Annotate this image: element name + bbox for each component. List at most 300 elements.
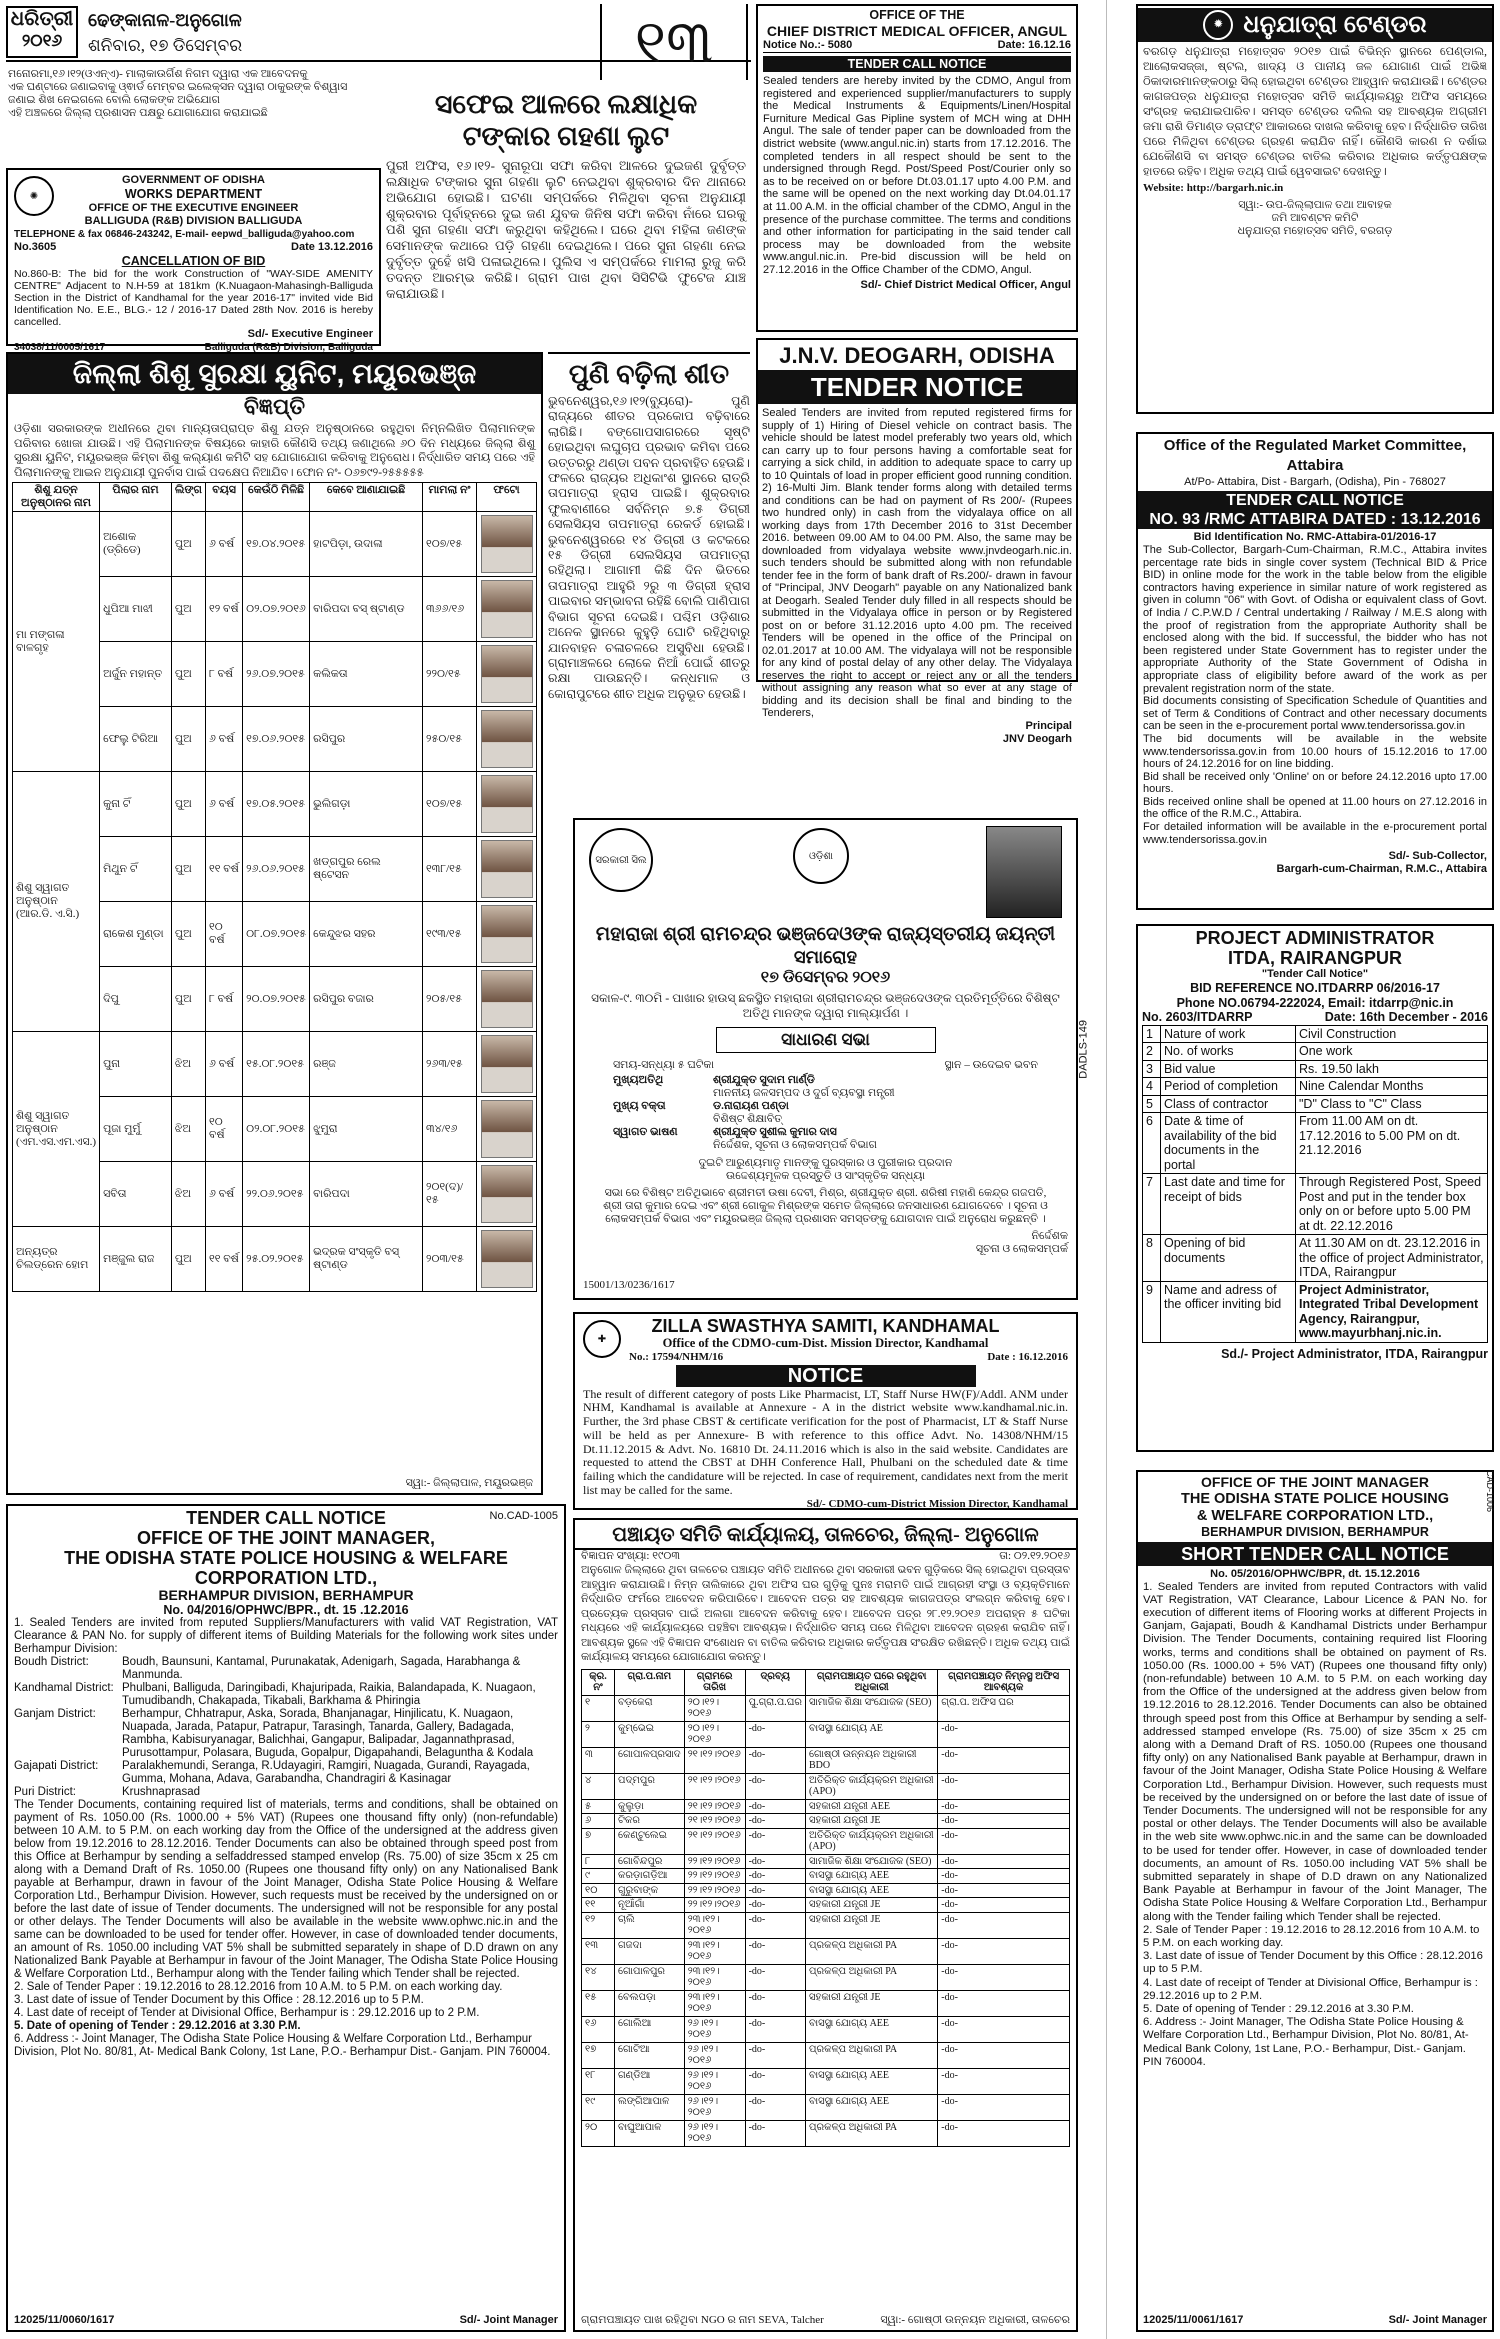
ophwc2-bar: SHORT TENDER CALL NOTICE: [1138, 1542, 1492, 1566]
panchayat-no: ବିଜ୍ଞାପନ ସଂଖ୍ୟା: ୧୯୦୩: [581, 1550, 681, 1562]
child-case-no: ୨୦୫/୧୫: [422, 967, 476, 1032]
field-label: No. of works: [1161, 1043, 1296, 1061]
child-name: ଫେଲୁ ଟିରିଆ: [100, 707, 172, 772]
panchayat-body: ଅନୁଗୋଳ ଜିଲ୍ଲାରେ ଥିବା ତାଳଚେର ପଞ୍ଚାୟତ ସମିତି ଅଧୀନରେ ଥିବା ସରକାରୀ ଭବନ ଗୁଡ଼ିକରେ ସିଲ୍ ହୋଇଥିବା ପ୍ରସ୍ତାବ ଆହ୍ୱାନ କରାଯାଉଛି। ନିମ୍ନ ତାଲିକାରେ ଥିବା ଅଫିସ ଘର ଗୁଡ଼ିକୁ ପୁନଃ ମରାମତି ପାଇଁ ଆଗ୍ରହୀ ସଂସ୍ଥା ଓ ବ୍ୟକ୍ତିମାନେ ନିର୍ଦ୍ଧାରିତ ଫର୍ମରେ ଆବେଦନ କରିପାରିବେ। ଆବେଦନ ପତ୍ର ସହ ଆବଶ୍ୟକ କାଗଜପତ୍ର ସଂଲଗ୍ନ କରିବାକୁ ହେବ। ପ୍ରତ୍ୟେକ ପ୍ରସ୍ତାବ ପାଇଁ ଅଲଗା ଆବେଦନ କରିବାକୁ ହେବ। ଆବେଦନ ପତ୍ର ୨୮.୧୨.୨୦୧୬ ଅପରାହ୍ନ ୫ ଘଟିକା ମଧ୍ୟରେ ଏହି କାର୍ଯ୍ୟାଳୟରେ ପହଞ୍ଚିବା ଆବଶ୍ୟକ। ନିର୍ଦ୍ଧାରିତ ସମୟ ପରେ ମିଳିଥିବା ଆବେଦନ ଗ୍ରହଣ କରାଯିବ ନାହିଁ। ଆବଶ୍ୟକ ସ୍ଥଳେ ଏହି ବିଜ୍ଞାପନ ସଂଶୋଧନ ବା ବାତିଲ କରିବାର ଅଧିକାର କର୍ତ୍ତୃପକ୍ଷ ସଂରକ୍ଷିତ ରଖିଛନ୍ତି। ଅଧିକ ତଥ୍ୟ ପାଇଁ କାର୍ଯ୍ୟାଳୟ ସମୟରେ ଯୋଗାଯୋଗ କରନ୍ତୁ।: [581, 1564, 1070, 1663]
edition-date: ଶନିବାର, ୧୭ ଡିସେମ୍ବର: [88, 36, 243, 55]
row-number: 7: [1143, 1174, 1161, 1235]
table-cell: ୩: [582, 1747, 615, 1773]
table-cell: -do-: [938, 1814, 1070, 1829]
table-cell: -do-: [745, 1799, 805, 1814]
ophwc1-p4: 4. Last date of receipt of Tender at Divisional Office, Berhampur is : 29.12.2016 up to 2 P.M.: [14, 2007, 480, 2019]
table-cell: ୧୯: [582, 2094, 615, 2120]
table-row: [582, 1828, 1070, 1854]
table-header-cell: ପିଲାର ନାମ: [100, 483, 172, 512]
field-label: Period of completion: [1161, 1078, 1296, 1096]
ophwc1-ref: 12025/11/0060/1617: [14, 2314, 115, 2326]
child-age: ୧୧ ବର୍ଷ: [206, 1227, 243, 1292]
table-cell: ୨୦।୧୨।୨୦୧୬: [684, 1695, 745, 1721]
child-photo-cell: [477, 1032, 537, 1097]
logo-text: ଧରିତ୍ରୀ: [10, 8, 74, 30]
table-cell: ସହକାରୀ ଯନ୍ତ୍ରୀ JE: [806, 1898, 938, 1913]
ophwc2-p2: 2. Sale of Tender Paper : 19.12.2016 to 28.12.2016 from 10 A.M. to 5 P.M. on each working day.: [1143, 1923, 1480, 1949]
ophwc1-h3: CORPORATION LTD.,: [194, 1568, 378, 1588]
short-news-line: ଜଣାଇ ଶିଖ ନେଇଗଲେ ବୋଲି ଲୋକଙ୍କ ଅଭିଯୋଗ: [8, 94, 220, 106]
cdmo-angul-notice: [756, 4, 1078, 332]
itda-title: PROJECT ADMINISTRATOR: [1195, 928, 1435, 948]
child-case-no: ୧୦୭/୧୫: [422, 772, 476, 837]
child-protection-notice: [6, 352, 543, 1495]
table-cell: ୨୨।୧୨।୨୦୧୬: [684, 1898, 745, 1913]
row-number: 1: [1143, 1025, 1161, 1043]
table-cell: -do-: [745, 1869, 805, 1884]
child-age: ୬ ବର୍ଷ: [206, 707, 243, 772]
table-row: [1143, 1095, 1488, 1113]
table-cell: ବାସସ୍ଥା ଯୋଗ୍ୟ AEE: [806, 2016, 938, 2042]
table-cell: ୮: [582, 1854, 615, 1869]
table-cell: ୧୩: [582, 1938, 615, 1964]
table-cell: ବଡ଼କେରା: [615, 1695, 685, 1721]
table-header-cell: କ୍ର. ନଂ: [582, 1669, 615, 1695]
table-header-cell: କେଉଁଠି ମିଳିଛି: [243, 483, 310, 512]
jnv-title: J.N.V. DEOGARH, ODISHA: [779, 343, 1055, 368]
dipr-seal-icon: [589, 828, 653, 892]
child-case-no: ୩୪/୧୬: [422, 1097, 476, 1162]
child-place: ଖଡ୍ଗପୁର ରେଲ ଷ୍ଟେସନ: [310, 837, 423, 902]
ophwc1-p2: 2. Sale of Tender Paper : 19.12.2016 to 28.12.2016 from 10 A.M. to 5 P.M. on each working day.: [14, 1981, 503, 1993]
table-cell: -do-: [745, 1938, 805, 1964]
table-row: [582, 2042, 1070, 2068]
child-name: ମିଥୁନ ଟିଁ: [100, 837, 172, 902]
district-row: [14, 1708, 558, 1760]
guest-name: ଶ୍ରୀଯୁକ୍ତ ସୁଶୀଲ କୁମାର ଦାସ: [713, 1126, 837, 1138]
table-row: [582, 2068, 1070, 2094]
child-photo-cell: [477, 772, 537, 837]
child-gender: ପୁଅ: [171, 707, 205, 772]
district-row: [14, 1682, 558, 1708]
rmc-attabira-notice: [1136, 432, 1494, 910]
child-photo-cell: [477, 1227, 537, 1292]
table-cell: ୧୭: [582, 2042, 615, 2068]
child-name: ସବିତା: [100, 1162, 172, 1227]
ophwc-tender-notice-1: [6, 1504, 566, 2332]
panchayat-no-date: [581, 1550, 1070, 1563]
child-date: ୨୬.୦୬.୨୦୧୫: [243, 837, 310, 902]
table-cell: ୨୬।୧୨।୨୦୧୬: [684, 2068, 745, 2094]
panchayat-footer: ଗ୍ରାମପଞ୍ଚାୟତ ପାଖ ରହିଥିବା NGO ର ନାମ SEVA, Talcher: [581, 2314, 824, 2326]
table-row: [582, 2094, 1070, 2120]
jnv-sign: [762, 720, 1072, 746]
guest-desc: ବିଶିଷ୍ଟ ଶିକ୍ଷାବିତ୍: [713, 1113, 783, 1125]
child-name: ପୁନା: [100, 1032, 172, 1097]
ophwc1-foot: [14, 2314, 558, 2327]
dhanu-sign-2: ଜମି ଆବଣ୍ଟନ କମିଟି: [1271, 212, 1359, 224]
rmc-body-3: The bid documents will be available in the website www.tendersorissa.gov.in from 10.00 hours of 15.12.2016 to 17.00 hours of 24.12.2016 for on line bidding.: [1143, 732, 1487, 771]
maharaja-ref: 15001/13/0236/1617: [583, 1279, 675, 1291]
table-cell: ୨୦: [582, 2120, 615, 2146]
table-cell: ସହକାରୀ ଯନ୍ତ୍ରୀ JE: [806, 1814, 938, 1829]
table-cell: ୨୨।୧୨।୨୦୧୬: [684, 1854, 745, 1869]
table-cell: ଗୋପାଳପ୍ରସାଦ: [615, 1747, 685, 1773]
table-cell: ୬: [582, 1814, 615, 1829]
itda-no-date: [1142, 1010, 1488, 1025]
short-news-line: ମନୋରମା,୧୬।୧୨(ଓଏନ୍ଏ)- ମାଲାକାଉର୍ଗିଶ ନିଗମ ଦ୍ୱାରା ଏକ ଆବେଦନକୁ: [8, 68, 308, 80]
table-cell: -do-: [745, 1828, 805, 1854]
zss-body: The result of different category of posts Like Pharmacist, LT, Staff Nurse HW(F)/Addl. ANM under NHM, Kandhamal is available at Annexure - A in the district website www.kandhamal.nic.in. Further, the 3rd phase CBST & certificate verification for the post of Pharmacist, LT & Staff Nurse will be held as per Annexure- B with reference to this office Advt. No. 14308/NHM/15 Dt.11.12.2015 & Advt. No. 16810 Dt. 24.11.2016 which is also in the said website. Candidates are requested to attend the CBST at DHH Conference Hall, Phulbani on the scheduled date & time failing which the candidature will be rejected. In case of requirement, candidates next from the merit list may be called for the same.: [583, 1386, 1068, 1498]
ophwc2-h3: BERHAMPUR DIVISION, BERHAMPUR: [1201, 1525, 1429, 1539]
field-label: Date & time of availability of the bid documents in the portal: [1161, 1113, 1296, 1174]
field-label: Nature of work: [1161, 1025, 1296, 1043]
table-cell: -do-: [745, 1814, 805, 1829]
table-cell: -do-: [745, 2120, 805, 2146]
ophwc2-ref: 12025/11/0061/1617: [1143, 2314, 1244, 2326]
table-cell: ୧୦: [582, 1883, 615, 1898]
child-photo: [481, 645, 533, 703]
child-gender: ପୁଅ: [171, 772, 205, 837]
table-row: [582, 2016, 1070, 2042]
table-cell: ବାଘୁଆପାଳ: [615, 2120, 685, 2146]
edition-place: ଢେଙ୍କାନାଳ-ଅନୁଗୋଳ: [88, 10, 242, 30]
table-cell: ଅତିରିକ୍ତ କାର୍ଯ୍ୟକ୍ରମ ଅଧିକାରୀ (APO): [806, 1773, 938, 1799]
table-header-cell: ବୟସ: [206, 483, 243, 512]
itda-title2: ITDA, RAIRANGPUR: [1228, 948, 1402, 968]
field-value: Rs. 19.50 lakh: [1296, 1060, 1488, 1078]
table-cell: ସାମାଜିକ ଶିକ୍ଷା ସଂଯୋଜକ (SEO): [806, 1695, 938, 1721]
table-cell: ଗୋପାଳପୁର: [615, 1964, 685, 1990]
child-age: ୬ ବର୍ଷ: [206, 772, 243, 837]
child-age: ୬ ବର୍ଷ: [206, 1032, 243, 1097]
child-photo: [481, 1035, 533, 1093]
table-cell: -do-: [938, 1964, 1070, 1990]
field-value: Civil Construction: [1296, 1025, 1488, 1043]
cdmo-date: Date: 16.12.16: [997, 38, 1071, 51]
row-number: 9: [1143, 1281, 1161, 1342]
child-date: ୨୦.୦୭.୨୦୧୫: [243, 967, 310, 1032]
short-news-line: ଏକ ଘଣ୍ଟାରେ ଜଣାଇବାକୁ ଓ୍ଵାର୍ଡ ମେମ୍ବର ଇଲେକ୍ସନ ଦ୍ୱାରା ଠାକୁରଙ୍କ ବିଶ୍ୱାସ: [8, 81, 348, 93]
robbery-headline: ସଫେଇ ଆଳରେ ଲକ୍ଷାଧିକ ଟଙ୍କାର ଗହଣା ଲୁଟ: [434, 89, 698, 151]
child-photo: [481, 515, 533, 573]
district-sites: Boudh, Baunsuni, Kantamal, Purunakatak, Adenigarh, Sagada, Harabhanga & Manmunda.: [122, 1656, 521, 1681]
jnv-bar: TENDER NOTICE: [758, 370, 1076, 404]
row-number: 4: [1143, 1078, 1161, 1096]
child-place: କଲିକତା: [310, 642, 423, 707]
table-row: [13, 1032, 537, 1097]
ophwc2-p4: 4. Last date of receipt of Tender at Divisional Office, Berhampur is : 29.12.2016 up to 2 P.M.: [1143, 1976, 1478, 2002]
ophwc2-sign: Sd/- Joint Manager: [1388, 2314, 1487, 2326]
ophwc2-h2: & WELFARE CORPORATION LTD.,: [1196, 1508, 1434, 1524]
ophwc2-no: No. 05/2016/OPHWC/BPR, dt. 15.12.2016: [1210, 1567, 1420, 1580]
cdmo-sign: Sd/- Chief District Medical Officer, Angul: [860, 278, 1071, 291]
table-cell: ବାସସ୍ଥା ଯୋଗ୍ୟ AEE: [806, 2094, 938, 2120]
child-case-no: ୨୦୧(ଦ)/୧୫: [422, 1162, 476, 1227]
ophwc1-body: The Tender Documents, containing required list of materials, terms and conditions, shall be obtained on payment of Rs. 1050.00 (Rs. 1000.00 + 5% VAT) (Rupees one thousand fifty only) (non-refundable) between 10 A.M. to 5 P.M. on each working day from the Office of the undersigned at the address given below from 19.12.2016 to 28.12.2016. Tender Documents can also be obtained through speed post from this Office at Berhampur by sending a selfaddressed stamped envelop (Rs. 75.00) of size 35cm x 25 cm along with a Demand Draft of Rs. 1050.00 (Rupees one thousand fifty only) on any Nationalised Bank payable at Berhampur, drawn in favour of the Joint Manager, Odisha State Police Housing & Welfare Corporation Ltd., Berhampur Division. However, such requests must be received by the undersigned on or before the last date of issue of Tender documents. The undersigned will not be responsible for any postal or other delays. The Tender Documents will also be available in the website www.ophwc.nic.in and the same can be downloaded to be used for tender offer. However, in case of downloaded tender documents, an amount of Rs. 1050.00 including VAT 5% shall be submitted separately in shape of D.D drawn on any Nationalized Bank Payable at Berhampur in favour of the Joint Manager, The Odisha State Police Housing & Welfare Corporation Ltd., Berhampur along with the Tender failing which Tender shall be rejected.: [14, 1799, 558, 1980]
institution-name: ଶିଶୁ ସ୍ୱାଗତ ଅନୁଷ୍ଠାନ (ଏମ.ଏସ.ଏମ.ଏସ.): [13, 1032, 100, 1227]
table-row: [1143, 1078, 1488, 1096]
table-cell: -do-: [745, 2094, 805, 2120]
table-cell: କୁମ୍ଭେଇ: [615, 1721, 685, 1747]
table-row: [582, 1773, 1070, 1799]
table-row: [582, 1869, 1070, 1884]
table-cell: ସହକାରୀ ଯନ୍ତ୍ରୀ JE: [806, 1912, 938, 1938]
table-cell: ବାସସ୍ଥା ଯୋଗ୍ୟ AEE: [806, 2068, 938, 2094]
odisha-seal-icon: [793, 828, 849, 884]
works-sign: [14, 328, 373, 341]
child-case-no: ୧୦୭/୧୫: [422, 512, 476, 577]
table-cell: ବାସସ୍ଥା ଯୋଗ୍ୟ AEE: [806, 1883, 938, 1898]
ophwc1-h1: OFFICE OF THE JOINT MANAGER,: [136, 1528, 435, 1548]
rmc-body-2: Bid documents consisting of Specification Schedule of Quantities and set of Term & Conditions of Contract and other necessary documents can be seen in the e-procurement portal www.tendersorissa.gov.in: [1143, 695, 1487, 733]
field-value: Project Administrator, Integrated Tribal Development Agency, Rairangpur, www.mayurbhanj.nic.in.: [1296, 1281, 1488, 1342]
dhanu-tender: [1136, 4, 1494, 414]
maharaja-sign-2: ସୂଚନା ଓ ଲୋକସମ୍ପର୍କ: [975, 1243, 1068, 1255]
district-name: Ganjam District:: [14, 1708, 96, 1720]
maharaja-vertical: DADLS-149: [1078, 1020, 1090, 1079]
child-photo: [481, 580, 533, 638]
robbery-news: [386, 88, 746, 350]
ophwc2-h0: OFFICE OF THE JOINT MANAGER: [1201, 1474, 1429, 1490]
child-case-no: ୨୨୦/୧୫: [422, 642, 476, 707]
column-rule: [1106, 0, 1107, 2339]
ophwc-tender-notice-2: [1136, 1470, 1494, 2332]
child-gender: ପୁଅ: [171, 577, 205, 642]
table-cell: ୪: [582, 1773, 615, 1799]
ophwc2-p1: 1. Sealed Tenders are invited from reputed Contractors with valid VAT Registration, VAT Clearance, Labour Licence & PAN No. for execution of different items of Flooring works at different Projects in Ganjam, Gajapati, Boudh & Kandhamal Districts under Berhampur Division. The Tender Documents, containing required list Flooring works, terms and conditions shall be obtained on payment of Rs. 1050.00 (Rs. 1000.00 + 5% VAT) (Rupees one thousand fifty only) (non-refundable) between 10 A.M. to 5 P.M. on each working day from the Office of the undersigned at the address given below from 19.12.2016 to 28.12.2016. Tender Documents can also be obtained through speed post from this Office at Berhampur by sending a self-addressed stamped envelope (Rs. 75.00) of size 35cm x 25 cm along with a Demand Draft of RS. 1050.00 (Rupees one thousand fifty only) on any Nationalised Bank payable at Berhampur, drawn in favour of the Joint Manager, Odisha State Police Housing & Welfare Corporation Ltd., Berhampur Division. However, such requests must be received by the undersigned on or before the last date of issue of Tender Documents. The undersigned will not be responsible for any postal or other delays. The Tender Documents will also be available in the web site www.ophwc.nic.in and the same can be downloaded to be used for tender offer. However, in case of downloaded tender documents, an amount of Rs. 1050.00 including VAT 5% shall be submitted separately in shape of D.D drawn on any Nationalized Bank Payable at Berhampur in favour of the Joint Manager, The Odisha State Police Housing & Welfare Corporation Ltd., Berhampur along with the Tender failing which Tender shall be rejected.: [1143, 1580, 1487, 1923]
table-cell: ଗୋବିନ୍ଦପୁର: [615, 1854, 685, 1869]
works-dept-notice: [6, 168, 381, 353]
works-ref: 34038/11/0005/1617: [14, 342, 106, 353]
field-value: "D" Class to "C" Class: [1296, 1095, 1488, 1113]
table-cell: ପ୍ରକଳ୍ପ ଅଧିକାରୀ PA: [806, 1938, 938, 1964]
table-row: [582, 1695, 1070, 1721]
table-row: [1143, 1060, 1488, 1078]
district-row: [14, 1760, 558, 1786]
child-place: ଝୁମୁରା: [310, 1097, 423, 1162]
table-cell: ୨୬।୧୨।୨୦୧୬: [684, 2016, 745, 2042]
table-row: [1143, 1281, 1488, 1342]
field-label: Class of contractor: [1161, 1095, 1296, 1113]
itda-bid-ref: BID REFERENCE NO.ITDARRP 06/2016-17: [1190, 981, 1440, 995]
table-cell: ୨୩।୧୨।୨୦୧୬: [684, 1912, 745, 1938]
maharaja-time-venue: [583, 1059, 1068, 1072]
guest-row: [613, 1100, 1038, 1113]
rmc-addr: At/Po- Attabira, Dist - Bargarh, (Odisha), Pin - 768027: [1184, 476, 1446, 488]
table-cell: ୧୮: [582, 2068, 615, 2094]
rmc-bar-2: NO. 93 /RMC ATTABIRA DATED : 13.12.2016: [1149, 511, 1481, 528]
child-case-no: ୨୬୩/୧୫: [422, 1032, 476, 1097]
table-cell: -do-: [938, 2068, 1070, 2094]
child-name: ଅଶୋକ (ଡ୍ରିଡେ): [100, 512, 172, 577]
district-sites: Krushnaprasad: [122, 1786, 200, 1798]
maharaja-venue: ସ୍ଥାନ – ଉଦେଇବ ଭବନ: [944, 1059, 1038, 1071]
child-photo-cell: [477, 1162, 537, 1227]
child-date: ୧୭.୦୪.୨୦୧୫: [243, 512, 310, 577]
zss-title: ZILLA SWASTHYA SAMITI, KANDHAMAL: [651, 1316, 1000, 1336]
cdmo-body: Sealed tenders are hereby invited by the CDMO, Angul from registered and experienced supplier/manufacturers to supply the Medical Instruments & Equipments/Linen/Hospital Furniture Medical Gas Pipline system of MCH wing at DHH Angul. The sale of tender paper can be downloaded from the district website (www.angul.nic.in) starts from 17.12.2016. The completed tenders in all respect should be sent to the undersigned through Regd. Post/Speed Post/Courier only so as to be received on or before Dt.03.01.17 upto 4.00 P.M. and the same will be opened on the next working day Dt.04.01.17 at 11.00 A.M. in the official chamber of the CDMO, Angul in the presence of the purchase committee. The terms and conditions and other information for participating in the said tender call process may be downloaded from the website www.angul.nic.in. Pre-bid discussion will be held on 27.12.2016 in the Office Chamber of the CDMO, Angul.: [763, 75, 1071, 276]
nhm-logo-icon: ✚: [583, 1320, 621, 1358]
guest-name: ଶ୍ରୀଯୁକ୍ତ ସୁଦାମ ମାର୍ଣ୍ଡି: [713, 1074, 815, 1086]
table-cell: -do-: [745, 1721, 805, 1747]
table-cell: ସହକାରୀ ଯନ୍ତ୍ରୀ JE: [806, 1990, 938, 2016]
district-name: Gajapati District:: [14, 1760, 99, 1772]
child-gender: ଝିଅ: [171, 1162, 205, 1227]
table-cell: ସହକାରୀ ଯନ୍ତ୍ରୀ AEE: [806, 1799, 938, 1814]
child-photo-cell: [477, 1097, 537, 1162]
table-cell: ପଦ୍ମପୁର: [615, 1773, 685, 1799]
works-contact: TELEPHONE & fax 06846-243242, E-mail- eepwd_balliguda@yahoo.com: [14, 228, 355, 240]
table-row: [582, 1990, 1070, 2016]
table-cell: -do-: [745, 1747, 805, 1773]
table-cell: କୁଲୁଡ଼ା: [615, 1799, 685, 1814]
table-cell: ବାସସ୍ଥା ଯୋଗ୍ୟ AEE: [806, 1869, 938, 1884]
table-cell: ୧୧: [582, 1898, 615, 1913]
child-photo-cell: [477, 967, 537, 1032]
table-cell: ପ୍ରକଳ୍ପ ଅଧିକାରୀ PA: [806, 1964, 938, 1990]
table-cell: -do-: [938, 2016, 1070, 2042]
table-cell: -do-: [745, 2068, 805, 2094]
child-age: ୧୦ ବର୍ଷ: [206, 902, 243, 967]
seal-mid-text: ଓଡ଼ିଶା: [808, 850, 834, 862]
table-cell: ୧୬: [582, 2016, 615, 2042]
table-cell: ୨୬।୧୨।୨୦୧୬: [684, 2120, 745, 2146]
seal-left-text: ସରକାରୀ ସିଲ: [595, 854, 647, 866]
odisha-emblem-icon: ✺: [14, 176, 54, 216]
cdmo-notice-no: Notice No.:- 5080: [763, 38, 853, 51]
ophwc1-p5: 5. Date of opening of Tender : 29.12.2016 at 3.30 P.M.: [14, 2020, 301, 2032]
ophwc1-p6: 6. Address :- Joint Manager, The Odisha State Police Housing & Welfare Corporation Ltd., Berhampur Division, Plot No. 80/81, At- Medical Bank Colony, 1st Lane, P.O.- Berhampur Dist.- Ganjam. PIN 760004.: [14, 2033, 551, 2058]
short-news-left: [6, 66, 401, 162]
cold-headline: ପୁଣି ବଢ଼ିଲା ଶୀତ: [568, 359, 730, 389]
table-cell: ସାମାଜିକ ଶିକ୍ଷା ସଂଯୋଜକ (SEO): [806, 1854, 938, 1869]
child-gender: ଝିଅ: [171, 1097, 205, 1162]
maharaja-time: ସମୟ-ସନ୍ଧ୍ୟା ୫ ଘଟିକା: [613, 1059, 715, 1071]
maharaja-jayanti-notice: [573, 818, 1090, 1300]
table-cell: ଲଙ୍ଗିଆପାଳ: [615, 2094, 685, 2120]
table-row: [582, 1747, 1070, 1773]
itda-sign: Sd./- Project Administrator, ITDA, Rairangpur: [1221, 1346, 1488, 1361]
table-cell: କେଣ୍ଟୁଲେଇ: [615, 1828, 685, 1854]
table-row: [1143, 1113, 1488, 1174]
works-no: No.3605: [14, 240, 57, 253]
maharaja-line1: ସକାଳ-୯. ୩୦ମି - ପାଖାର ହାଉସ୍ ଛକସ୍ଥିତ ମହାରାଜା ଶ୍ରୀରାମଚନ୍ଦ୍ର ଭଞ୍ଜଦେଓଙ୍କ ପ୍ରତିମୂର୍ତ୍ତିରେ ବିଶିଷ୍ଟ ଅତିଥି ମାନଙ୍କ ଦ୍ୱାରା ମାଲ୍ୟାର୍ପଣ ।: [591, 991, 1060, 1020]
institution-name: ଅନ୍ୟତ୍ର ଚିଲଡ୍ରେନ ହୋମ: [13, 1227, 100, 1292]
table-cell: ବେଲପଡ଼ା: [615, 1990, 685, 2016]
ophwc1-cad: No.CAD-1005: [489, 1510, 558, 1522]
table-cell: -do-: [938, 1747, 1070, 1773]
itda-no: No. 2603/ITDARRP: [1142, 1010, 1253, 1024]
jnv-deogarh-notice: [756, 338, 1078, 745]
table-header-cell: ଗ୍ରାମପଞ୍ଚାୟତ ଘରେ ରହୁଥିବା ଅଧିକାରୀ: [806, 1669, 938, 1695]
rmc-bar-1: TENDER CALL NOTICE: [1226, 492, 1404, 509]
table-cell: ଗୋଲିଆ: [615, 2016, 685, 2042]
cdmo-no-date: [763, 39, 1071, 53]
district-name: Kandhamal District:: [14, 1682, 114, 1694]
zss-sub: Office of the CDMO-cum-Dist. Mission Director, Kandhamal: [662, 1336, 989, 1350]
maharaja-title: ମହାରାଜା ଶ୍ରୀ ରାମଚନ୍ଦ୍ର ଭଞ୍ଜଦେଓଙ୍କ ରାଜ୍ୟସ୍ତରୀୟ ଜୟନ୍ତୀ: [595, 924, 1056, 945]
table-header-row: [582, 1669, 1070, 1695]
child-date: ୧୭.୦୫.୨୦୧୫: [243, 772, 310, 837]
child-gender: ଝିଅ: [171, 1032, 205, 1097]
maharaja-sign: [583, 1230, 1068, 1256]
table-cell: -do-: [745, 1854, 805, 1869]
table-row: [582, 1938, 1070, 1964]
ophwc1-no: No. 04/2016/OPHWC/BPR., dt. 15 .12.2016: [163, 1602, 409, 1617]
works-cancel-title: CANCELLATION OF BID: [121, 253, 266, 268]
child-date: ୨୫.୦୨.୨୦୧୫: [243, 1227, 310, 1292]
district-sites: Phulbani, Balliguda, Daringibadi, Khajuripada, Raikia, Balandapada, K. Nuagaon, Tumudibandh, Chakapada, Tikabali, Barkhama & Phiringia: [122, 1682, 536, 1707]
table-row: [582, 1883, 1070, 1898]
table-row: [1143, 1025, 1488, 1043]
field-value: Through Registered Post, Speed Post and put in the tender box only on or before upto 5.00 PM at dt. 22.12.2016: [1296, 1174, 1488, 1235]
child-age: ୮ ବର୍ଷ: [206, 967, 243, 1032]
jnv-sign-2: JNV Deogarh: [1002, 732, 1072, 745]
works-office: OFFICE OF THE EXECUTIVE ENGINEER: [88, 201, 299, 214]
table-cell: ୧୪: [582, 1964, 615, 1990]
short-news-line: ଏହି ଅଞ୍ଚଳରେ ଜିଲ୍ଲା ପ୍ରଶାସନ ପକ୍ଷରୁ ଯୋଗାଯୋଗ କରାଯାଇଛି: [8, 107, 268, 119]
maharaja-date: ୧୭ ଡିସେମ୍ବର ୨୦୧୬: [760, 969, 891, 986]
child-photo: [481, 1100, 533, 1158]
table-header-cell: ମାମଲା ନଂ: [422, 483, 476, 512]
guest-list: [583, 1072, 1068, 1154]
table-cell: ଗଜଦା: [615, 1938, 685, 1964]
child-gender: ପୁଅ: [171, 902, 205, 967]
row-number: 2: [1143, 1043, 1161, 1061]
district-sites: Berhampur, Chhatrapur, Aska, Sorada, Bhanjanagar, Hinjilicatu, K. Nuagaon, Nuapada, Jarada, Patapur, Patrapur, Tarasingh, Tanarda, Gallery, Badagada, Rambha, Kabisuryanagar, Balichhai, Gangapur, Balipadar, Jagannathprasad, Purusottampur, Polasara, Buguda, Gopalpur, Digapahandi, Belaguntha & Kodala: [122, 1708, 534, 1759]
ophwc2-vertical: CAD-1006: [1485, 1469, 1495, 1512]
field-value: From 11.00 AM on dt. 17.12.2016 to 5.00 PM on dt. 21.12.2016: [1296, 1113, 1488, 1174]
table-row: [1143, 1043, 1488, 1061]
dhanu-sign-3: ଧନୁଯାତ୍ରା ମହୋତ୍ସବ ସମିତି, ବରଗଡ଼: [1237, 225, 1393, 237]
table-header-cell: କେବେ ଆଣାଯାଇଛି: [310, 483, 423, 512]
dhanu-title: ଧନୁଯାତ୍ରା ଟେଣ୍ଡର: [1243, 11, 1427, 38]
child-case-no: ୩୬୬/୧୬: [422, 577, 476, 642]
table-cell: -do-: [938, 1883, 1070, 1898]
table-header-cell: ଗ୍ରାମପଞ୍ଚାୟତ ନିମ୍ନସ୍ଥ ଅଫିସ ଆବଶ୍ୟକ: [938, 1669, 1070, 1695]
district-name: Boudh District:: [14, 1656, 89, 1668]
child-unit-sub: ବିଜ୍ଞପ୍ତି: [243, 394, 306, 419]
child-place: ଭଦ୍ରକ ସଂସ୍କୃତି ବସ୍ ଷ୍ଟାଣ୍ଡ: [310, 1227, 423, 1292]
child-gender: ପୁଅ: [171, 837, 205, 902]
field-value: At 11.30 AM on dt. 23.12.2016 in the office of project Administrator, ITDA, Rairangpur: [1296, 1235, 1488, 1282]
child-photo-cell: [477, 642, 537, 707]
zss-bar: NOTICE: [676, 1365, 976, 1387]
table-cell: ନୂଆଁଗାଁ: [615, 1898, 685, 1913]
rmc-sign-1: Sd/- Sub-Collector,: [1388, 850, 1487, 863]
table-cell: ୨୧।୧୨।୨୦୧୬: [684, 1799, 745, 1814]
table-cell: ୨୩।୧୨।୨୦୧୬: [684, 1938, 745, 1964]
district-list: [14, 1656, 558, 1799]
works-sign-line: Sd/- Executive Engineer: [247, 328, 373, 340]
itda-rairangpur-notice: [1136, 924, 1494, 1452]
works-sign-line2: Balliguda (R&B) Division, Balliguda: [204, 342, 373, 353]
table-row: [582, 1814, 1070, 1829]
panchayat-title: ପଞ୍ଚାୟତ ସମିତି କାର୍ଯ୍ୟାଳୟ, ତାଳଚେର, ଜିଲ୍ଲା- ଅନୁଗୋଳ: [575, 1522, 1076, 1550]
table-cell: -do-: [938, 2094, 1070, 2120]
zss-no: No.: 17594/NHM/16: [629, 1350, 724, 1363]
dhanu-website[interactable]: Website: http://bargarh.nic.in: [1143, 182, 1284, 194]
maharaja-line3: ଉଦ୍ଦେଶ୍ୟମୂଳକ ପ୍ରସ୍ତୁତି ଓ ସାଂସ୍କୃତିକ ସନ୍ଧ୍ୟା: [726, 1170, 925, 1182]
ophwc2-p6: 6. Address :- Joint Manager, The Odisha State Police Housing & Welfare Corporation Ltd., Berhampur Division, Plot No. 80/81, At- Medical Bank Colony, 1st Lane, P.O.- Berhampur, Dist.- Ganjam. PIN 760004.: [1143, 2016, 1469, 2068]
child-name: ପୂଜା ମୁର୍ମୁ: [100, 1097, 172, 1162]
child-photo: [481, 970, 533, 1028]
child-age: ୬ ବର୍ଷ: [206, 512, 243, 577]
child-unit-title: ଜିଲ୍ଲା ଶିଶୁ ସୁରକ୍ଷା ୟୁନିଟ, ମୟୂରଭଞ୍ଜ: [8, 354, 541, 394]
field-label: Opening of bid documents: [1161, 1235, 1296, 1282]
child-date: ୦୮.୦୭.୨୦୧୫: [243, 902, 310, 967]
rmc-sign: [1143, 850, 1487, 876]
table-header-cell: ଫଟୋ: [477, 483, 537, 512]
table-cell: -do-: [938, 1990, 1070, 2016]
works-date: Date 13.12.2016: [291, 240, 373, 253]
maharaja-meeting: ସାଧାରଣ ସଭା: [716, 1027, 936, 1053]
